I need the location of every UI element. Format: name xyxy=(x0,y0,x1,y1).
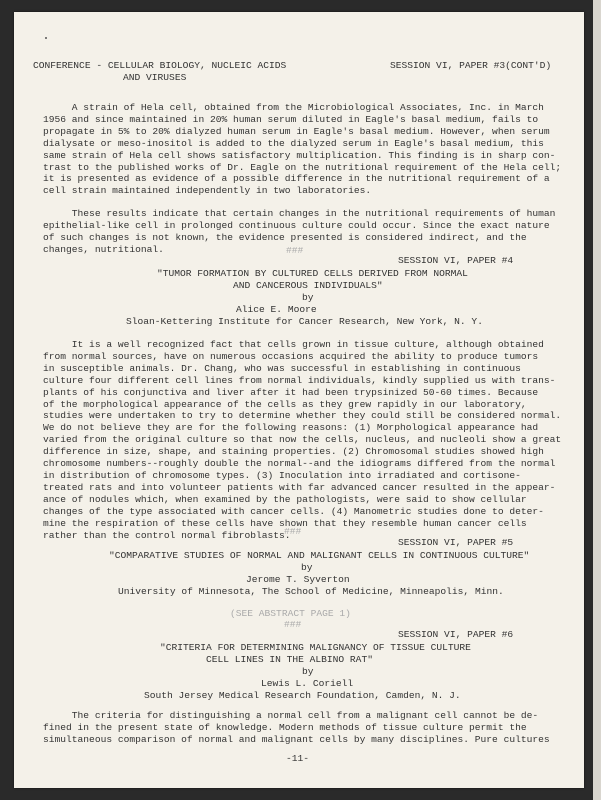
ink-speck xyxy=(45,37,47,39)
text-line: These results indicate that certain changes in the nutritional requirements of human xyxy=(43,208,556,219)
paper6-title-line1: "CRITERIA FOR DETERMINING MALIGNANCY OF TISSUE CULTURE xyxy=(160,642,471,653)
text-line: of such changes is not known, the evidence presented is considered indirect, and the xyxy=(43,231,527,243)
text-line: changes of the type associated with cancer cells. (4) Manometric studies done to deter- xyxy=(43,505,544,517)
text-line: culture four different cell lines from normal individuals, kindly supplied us with trans- xyxy=(43,374,556,386)
text-line: It is a well recognized fact that cells grown in tissue culture, although obtained xyxy=(43,339,544,350)
paper6-author: Lewis L. Coriell xyxy=(261,678,354,689)
text-line: mine the respiration of these cells have shown that they resemble human cancer cells xyxy=(43,517,527,529)
text-line: epithelial-like cell in prolonged continuous culture could occur. Since the exact nature xyxy=(43,219,550,231)
text-line: ance of nodules which, when examined by the pathologists, were said to show cellular xyxy=(43,493,527,505)
text-line: studies were undertaken to try to determine whether they could still be considered normal. xyxy=(43,410,562,422)
text-line: treated rats and into volunteer patients with far advanced cancer resulted in the appear- xyxy=(43,481,556,493)
paper4-abstract xyxy=(43,339,561,541)
paper4-title-line2: AND CANCEROUS INDIVIDUALS" xyxy=(233,280,383,291)
paper4-session-label: SESSION VI, PAPER #4 xyxy=(398,255,514,266)
text-line: it is presented as evidence of a possible difference in the nutritional requirement of a xyxy=(43,173,550,185)
paper4-affiliation: Sloan-Kettering Institute for Cancer Research, New York, N. Y. xyxy=(126,316,483,327)
paper5-author: Jerome T. Syverton xyxy=(246,574,350,585)
paper4-title-line1: "TUMOR FORMATION BY CULTURED CELLS DERIVED FROM NORMAL xyxy=(157,268,468,279)
separator: ### xyxy=(284,526,302,537)
paper4-by: by xyxy=(302,292,314,303)
separator: ### xyxy=(286,245,304,256)
text-line: dialysate or meso-inositol is added to the dialyzed serum in Eagle's basal medium, this xyxy=(43,137,544,149)
body-paragraph-1 xyxy=(43,102,561,197)
header-session-label: SESSION VI, PAPER #3(CONT'D) xyxy=(390,60,552,71)
paper5-title: "COMPARATIVE STUDIES OF NORMAL AND MALIGNANT CELLS IN CONTINUOUS CULTURE" xyxy=(109,550,530,561)
paper6-abstract xyxy=(43,710,550,746)
paper5-session-label: SESSION VI, PAPER #5 xyxy=(398,537,514,548)
text-line: cell strain maintained independently in two laboratories. xyxy=(43,185,372,197)
text-line: trast to the published works of Dr. Eagle on the nutritional requirement of the Hela cell; xyxy=(43,161,562,173)
text-line: in distribution of chromosome types. (3) Inoculation into irradiated and cortisone- xyxy=(43,469,521,481)
paper6-session-label: SESSION VI, PAPER #6 xyxy=(398,629,514,640)
text-line: plants of his conjunctiva and liver after it had been trypsinized 50-60 times. Because xyxy=(43,386,539,398)
text-line: difference in size, shape, and staining properties. (2) Chromosomal studies showed high xyxy=(43,446,544,458)
page-number: -11- xyxy=(286,753,310,764)
paper5-affiliation: University of Minnesota, The School of Medicine, Minneapolis, Minn. xyxy=(118,586,504,597)
text-line: We do not believe they are for the following reasons: (1) Morphological appearance had xyxy=(43,422,539,434)
paper5-note: (SEE ABSTRACT PAGE 1) xyxy=(230,608,351,619)
text-line: same strain of Hela cell shows satisfactory multiplication. This finding is in sharp con- xyxy=(43,149,556,161)
text-line: A strain of Hela cell, obtained from the Microbiological Associates, Inc. in March xyxy=(43,102,544,113)
text-line: 1956 and since maintained in 20% human serum diluted in Eagle's basal medium, fails to xyxy=(43,113,539,125)
text-line: in susceptible animals. Dr. Chang, who was successful in establishing in continuous xyxy=(43,362,521,374)
paper4-author: Alice E. Moore xyxy=(236,304,317,315)
text-line: simultaneous comparison of normal and malignant cells by many disciplines. Pure cultures xyxy=(43,733,550,745)
paper6-title-line2: CELL LINES IN THE ALBINO RAT" xyxy=(206,654,373,665)
text-line: fined in the present state of knowledge. Modern methods of tissue culture permit the xyxy=(43,721,527,733)
text-line: The criteria for distinguishing a normal cell from a malignant cell cannot be de- xyxy=(43,710,539,721)
paper6-affiliation: South Jersey Medical Research Foundation, Camden, N. J. xyxy=(144,690,461,701)
header-left-line1: CONFERENCE - CELLULAR BIOLOGY, NUCLEIC ACIDS xyxy=(33,60,287,71)
separator: ### xyxy=(284,619,302,630)
text-line: changes, nutritional. xyxy=(43,243,164,255)
text-line: propagate in 5% to 20% dialyzed human serum in Eagle's basal medium. However, when serum xyxy=(43,125,550,137)
text-line: from normal sources, have on numerous occasions acquired the ability to produce tumors xyxy=(43,350,539,362)
header-left-line2: AND VIRUSES xyxy=(123,72,187,83)
paper5-by: by xyxy=(301,562,313,573)
text-line: chromosome numbers--roughly double the normal--and the idiograms differed from the normal xyxy=(43,458,556,470)
paper6-by: by xyxy=(302,666,314,677)
text-line: rather than the control normal fibroblasts. xyxy=(43,529,291,541)
text-line: varied from the original culture so that now the cells, nucleus, and nucleoli show a great xyxy=(43,434,562,446)
text-line: of the morphological appearance of the cells as they grew rapidly in our laboratory, xyxy=(43,398,527,410)
document-page xyxy=(14,12,584,788)
scan-edge xyxy=(593,0,601,800)
